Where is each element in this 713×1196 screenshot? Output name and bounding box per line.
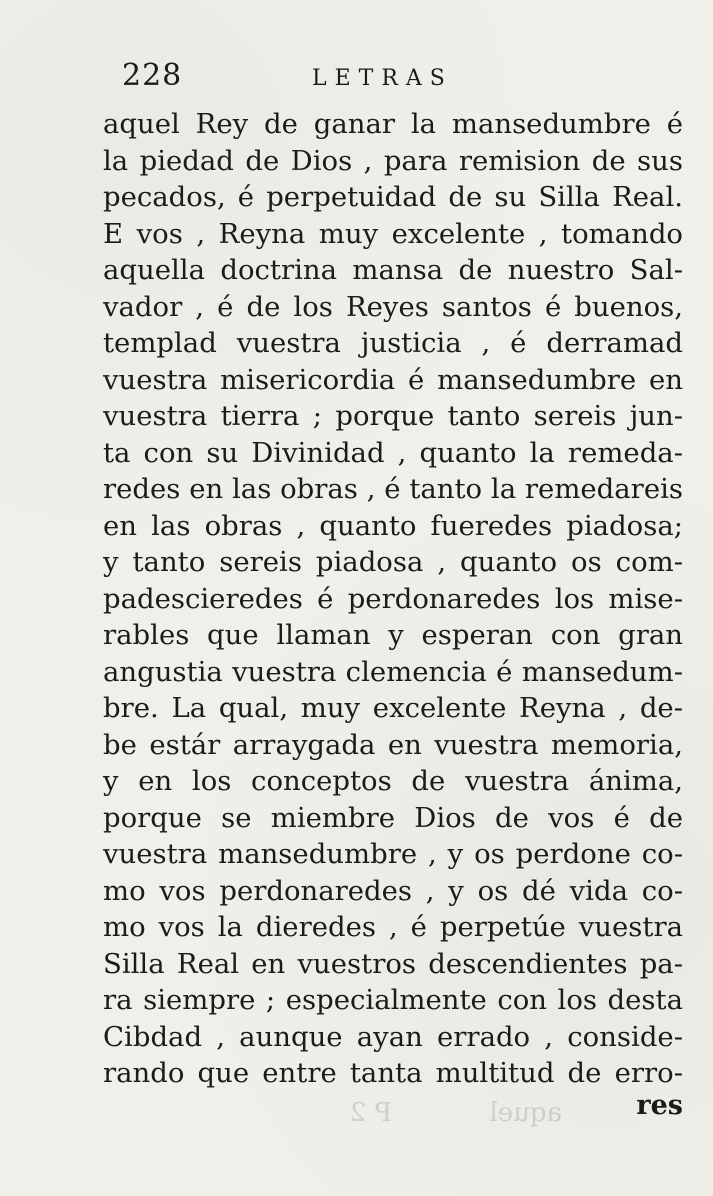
text-line: y en los conceptos de vuestra ánima,	[103, 765, 683, 797]
page-number: 228	[122, 58, 183, 93]
text-line: pecados, é perpetuidad de su Silla Real.	[103, 181, 683, 213]
text-line: be estár arraygada en vuestra memoria,	[103, 728, 683, 761]
bleed-through-word: aquel	[489, 1098, 562, 1128]
text-line: mo vos perdonaredes , y os dé vida co-	[103, 874, 683, 907]
text-line: aquel Rey de ganar la mansedumbre é	[103, 108, 683, 140]
text-line: bre. La qual, muy excelente Reyna , de-	[103, 692, 683, 724]
catchword: res	[636, 1090, 683, 1121]
text-line: ra siempre ; especialmente con los desta	[103, 984, 683, 1016]
text-line: vuestra misericordia é mansedumbre en	[103, 363, 683, 396]
bleed-through-signature: P 2	[349, 1098, 392, 1128]
text-line: templad vuestra justicia , é derramad	[103, 327, 683, 359]
text-line: vuestra tierra ; porque tanto sereis jun-	[103, 400, 683, 432]
text-line: ta con su Divinidad , quanto la remeda-	[103, 436, 683, 469]
body-text	[103, 106, 683, 1092]
page-header	[122, 58, 592, 98]
text-line: porque se miembre Dios de vos é de	[103, 801, 683, 834]
text-line: Cibdad , aunque ayan errado , conside-	[103, 1020, 683, 1053]
text-line: vador , é de los Reyes santos é buenos,	[103, 290, 683, 323]
text-line: mo vos la dieredes , é perpetúe vuestra	[103, 911, 683, 943]
text-line: rables que llaman y esperan con gran	[103, 619, 683, 651]
text-line: padescieredes é perdonaredes los mise-	[103, 582, 683, 615]
text-line: vuestra mansedumbre , y os perdone co-	[103, 838, 683, 870]
text-line: Silla Real en vuestros descendientes pa-	[103, 947, 683, 980]
running-head: LETRAS	[312, 66, 453, 91]
text-line: en las obras , quanto fueredes piadosa;	[103, 509, 683, 542]
bleed-through-text	[92, 1098, 562, 1138]
text-line: angustia vuestra clemencia é mansedum-	[103, 655, 683, 688]
text-line: E vos , Reyna muy excelente , tomando	[103, 217, 683, 250]
text-line: la piedad de Dios , para remision de sus	[103, 144, 683, 177]
text-line: rando que entre tanta multitud de erro-	[103, 1057, 683, 1089]
text-line: redes en las obras , é tanto la remedareis	[103, 473, 683, 505]
text-line: aquella doctrina mansa de nuestro Sal-	[103, 254, 683, 286]
text-line: y tanto sereis piadosa , quanto os com-	[103, 546, 683, 578]
